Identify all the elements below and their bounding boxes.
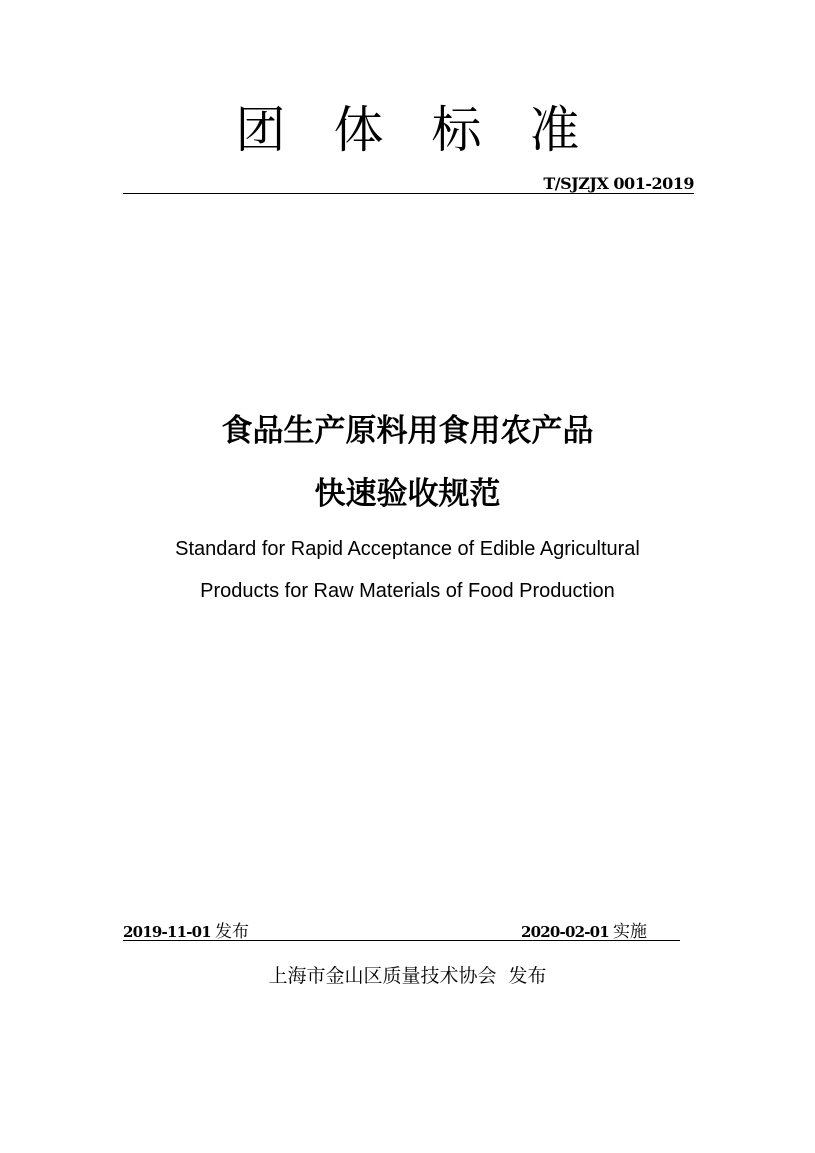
- title-english-line-1: Standard for Rapid Acceptance of Edible Agricultural: [175, 538, 640, 560]
- title-english-line-2: Products for Raw Materials of Food Production: [200, 580, 615, 602]
- standard-code: T/SJZJX 001-2019: [543, 174, 694, 193]
- publisher-label: 发布: [508, 965, 547, 987]
- implementation-label: 实施: [612, 922, 647, 942]
- issue-date: 2019-11-01: [123, 923, 211, 941]
- publisher-name: 上海市金山区质量技术协会: [268, 965, 497, 987]
- implementation-date: 2020-02-01: [521, 923, 609, 941]
- title-chinese-line-2: 快速验收规范: [314, 476, 501, 512]
- header-divider: [123, 193, 694, 194]
- issue-label: 发布: [214, 922, 249, 942]
- document-type-heading: 团体标准: [235, 101, 628, 159]
- title-chinese-line-1: 食品生产原料用食用农产品: [221, 413, 594, 449]
- publisher-line: [0, 963, 815, 989]
- date-divider: [123, 940, 680, 941]
